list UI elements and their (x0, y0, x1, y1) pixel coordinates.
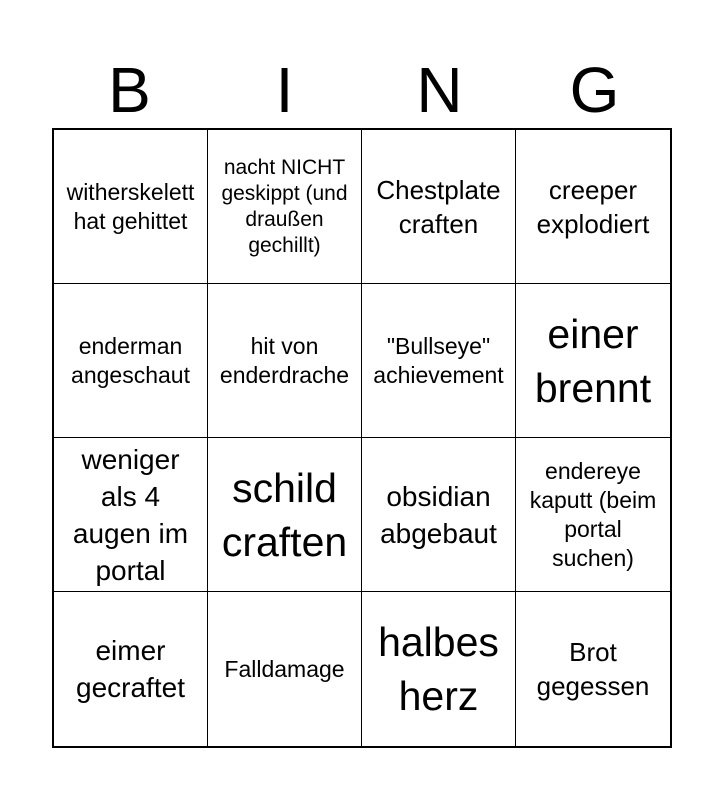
bingo-cell[interactable] (362, 438, 516, 592)
bingo-cell[interactable] (54, 130, 208, 284)
bingo-cell[interactable] (516, 130, 670, 284)
bingo-cell-label: witherskelett hat gehittet (66, 178, 195, 234)
header-letter-g: G (569, 54, 620, 126)
bingo-cell[interactable] (516, 592, 670, 746)
bingo-cell-label: eimer gecraftet (76, 635, 185, 703)
bingo-cell-label: einer brennt (534, 310, 652, 411)
bingo-cell-label: Falldamage (224, 655, 345, 682)
bingo-cell-label: enderman angeschaut (71, 332, 190, 388)
bingo-cell-label: halbes herz (378, 619, 499, 719)
header-letter-i: I (275, 54, 294, 126)
bingo-cell-label: hit von enderdrache (219, 332, 350, 388)
bingo-cell-label: "Bullseye" achievement (373, 332, 504, 388)
bingo-cell-label: Brot gegessen (536, 637, 650, 701)
header-letter-n: N (416, 54, 463, 126)
bingo-cell-label: nacht NICHT geskippt (und draußen gechillt) (221, 155, 348, 257)
bingo-cell[interactable] (362, 592, 516, 746)
bingo-cell[interactable] (516, 284, 670, 438)
bingo-cell[interactable] (208, 284, 362, 438)
bingo-cell[interactable] (362, 284, 516, 438)
bingo-cell[interactable] (54, 284, 208, 438)
bingo-cell-label: weniger als 4 augen im portal (72, 443, 189, 586)
header-letter-b: B (108, 54, 151, 126)
bingo-grid (52, 128, 672, 748)
bingo-cell[interactable] (208, 438, 362, 592)
bingo-cell[interactable] (516, 438, 670, 592)
bingo-cell[interactable] (362, 130, 516, 284)
bingo-cell[interactable] (54, 438, 208, 592)
bingo-header (52, 52, 672, 128)
bingo-cell[interactable] (54, 592, 208, 746)
bingo-cell[interactable] (208, 592, 362, 746)
bingo-cell-label: creeper explodiert (536, 174, 650, 239)
bingo-cell-label: obsidian abgebaut (380, 480, 497, 549)
bingo-cell-label: schild craften (221, 464, 348, 565)
bingo-cell[interactable] (208, 130, 362, 284)
bingo-cell-label: Chestplate craften (376, 174, 501, 239)
bingo-cell-label: endereye kaputt (beim portal suchen) (529, 457, 657, 571)
